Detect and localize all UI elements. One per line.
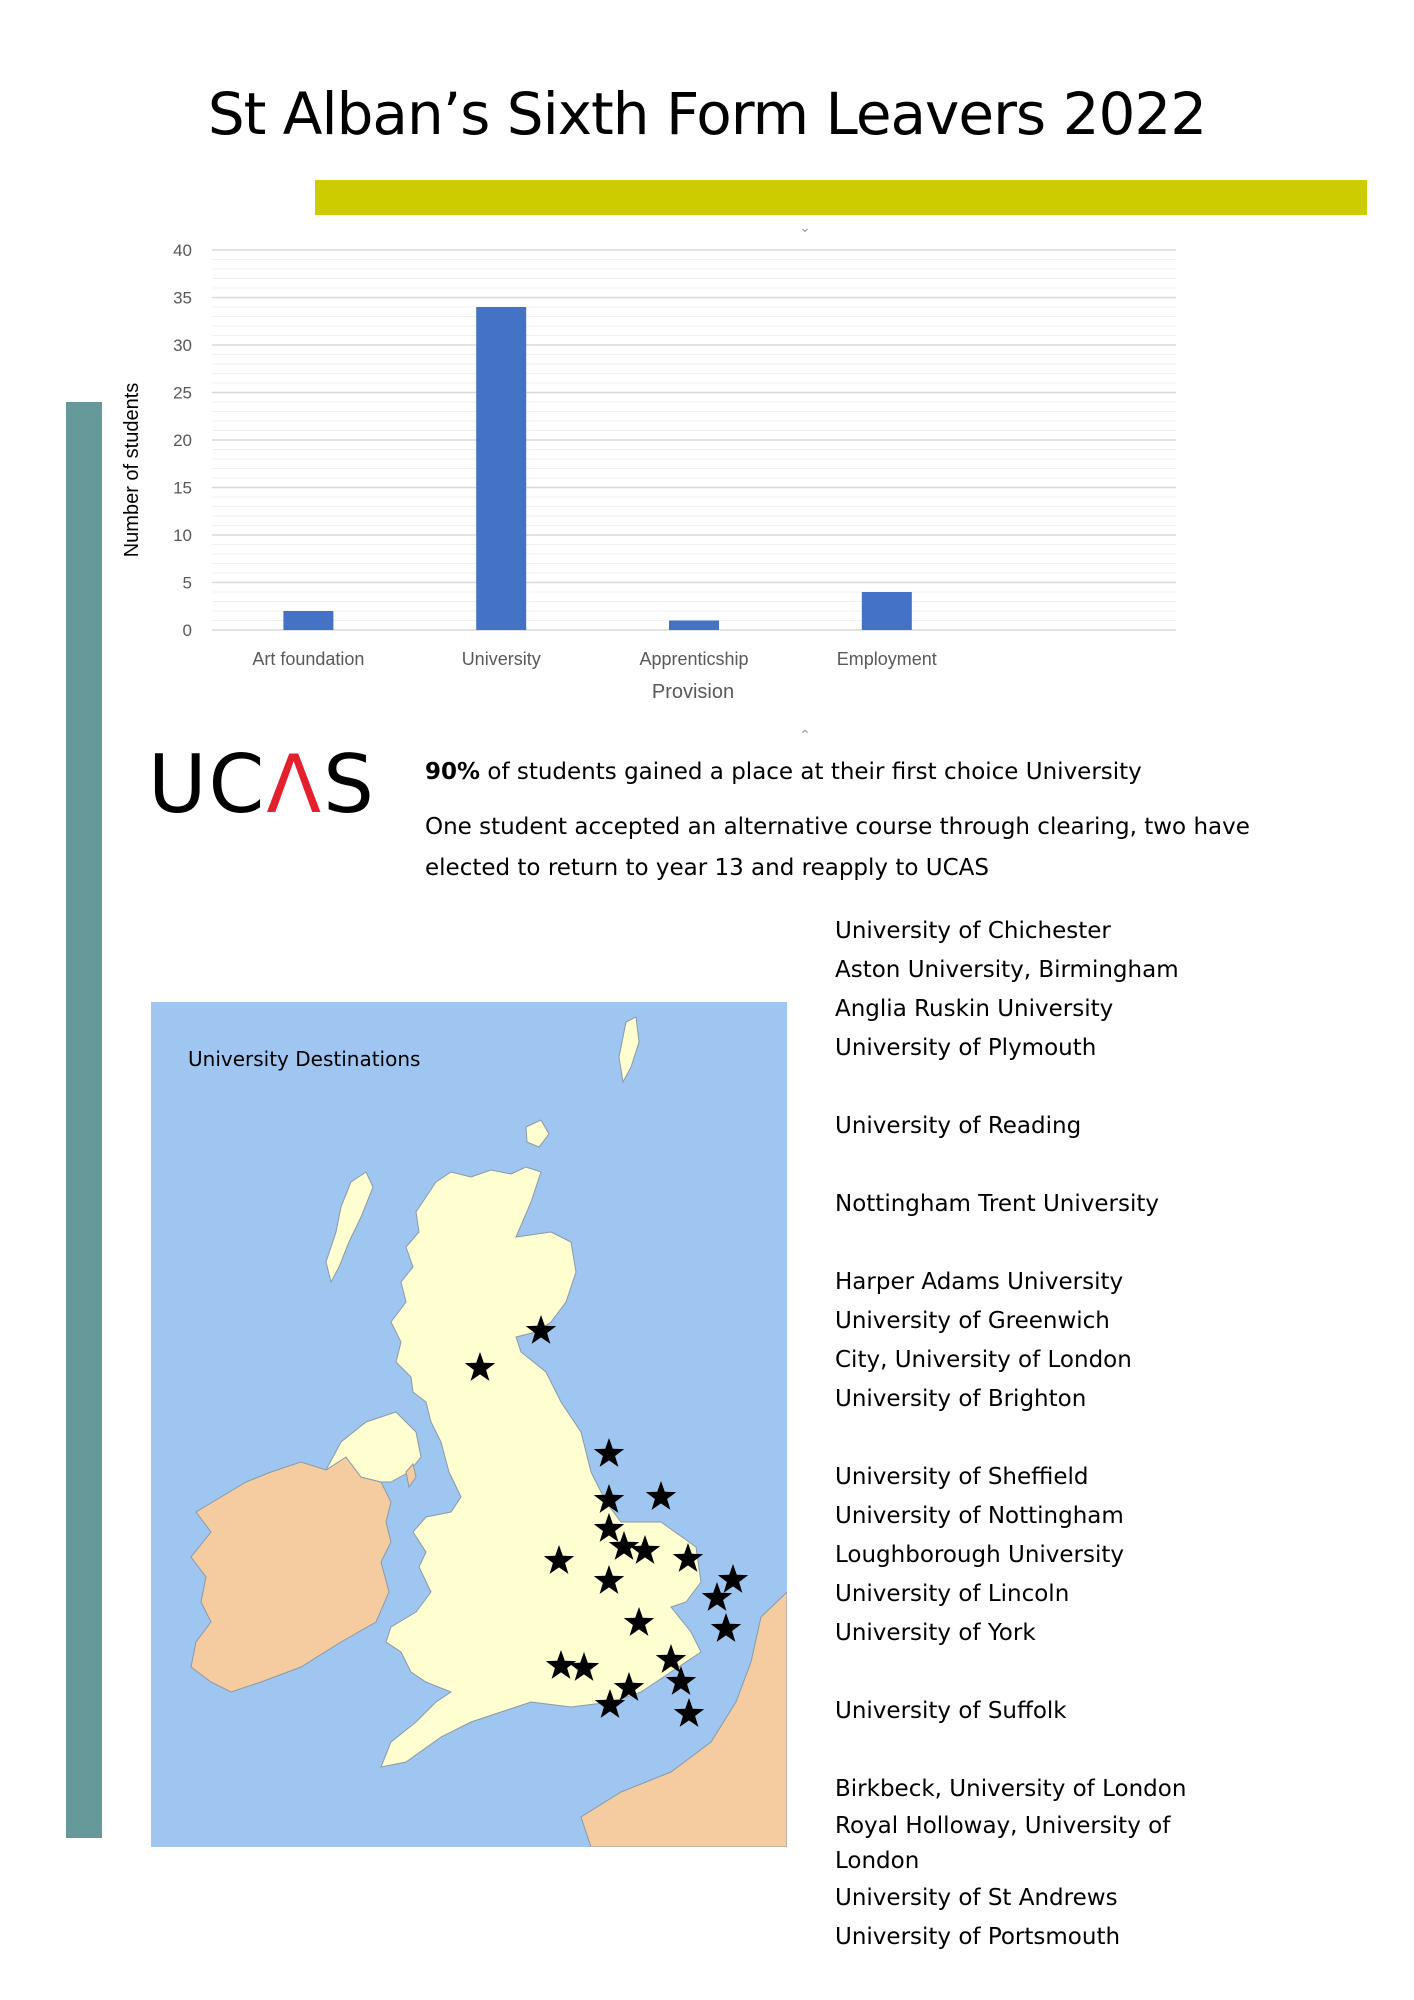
chevron-down-icon: ⌄ [799,219,811,235]
university-list-item: University of Reading [835,1113,1082,1139]
bar-university [476,307,526,630]
y-tick-label: 35 [173,288,192,308]
y-tick-label: 5 [182,573,192,593]
university-destinations-list [835,912,1215,1996]
university-list-item: Loughborough University [835,1542,1125,1568]
shetland-islands [619,1017,639,1082]
ucas-logo-right: S [323,738,376,831]
university-list-item: Anglia Ruskin University [835,996,1114,1022]
university-group [835,1770,1215,1957]
bar-art-foundation [283,611,333,630]
page-title: St Alban’s Sixth Form Leavers 2022 [207,80,1207,148]
clearing-note: One student accepted an alternative course through clearing, two have elected to return to year 13 and reapply to UCAS [425,814,1250,881]
stat-text: of students gained a place at their first choice University [480,759,1142,785]
university-group [835,1692,1215,1731]
university-list-item: University of Portsmouth [835,1924,1121,1950]
university-group [835,912,1215,1068]
star-icon [646,1481,676,1510]
university-list-item: Royal Holloway, University of London [835,1813,1171,1874]
provision-bar-chart [120,219,1210,743]
y-tick-label: 0 [182,621,192,640]
destinations-map [151,1002,787,1847]
university-group [835,1458,1215,1653]
star-icon [594,1438,624,1467]
x-tick-label: Apprenticship [639,649,749,669]
university-group [835,1185,1215,1224]
university-list-item: University of Sheffield [835,1464,1089,1490]
university-list-item: Harper Adams University [835,1269,1124,1295]
bar-apprenticship [669,621,719,631]
side-accent-bar [66,402,102,1838]
ireland-landmass [191,1457,391,1692]
university-list-item: University of Brighton [835,1386,1087,1412]
university-list-item: University of Plymouth [835,1035,1097,1061]
university-list-item: University of Nottingham [835,1503,1124,1529]
hebrides-islands [326,1172,373,1282]
y-tick-label: 30 [173,336,192,355]
x-axis-label: Provision [651,681,735,703]
first-choice-stat [425,752,1285,793]
university-list-item: University of St Andrews [835,1885,1118,1911]
y-tick-label: 25 [173,383,192,403]
y-tick-label: 20 [173,431,192,450]
stat-percent: 90% [425,759,481,785]
ucas-summary [425,752,1285,903]
x-tick-label: Employment [836,649,937,669]
y-tick-label: 15 [173,478,192,498]
great-britain-landmass [381,1167,701,1767]
bar-employment [862,592,912,630]
star-icon [718,1564,748,1593]
chart-canvas [120,220,1210,743]
chevron-up-icon: ⌃ [799,727,811,743]
university-list-item: University of Greenwich [835,1308,1110,1334]
university-list-item: University of Lincoln [835,1581,1070,1607]
university-list-item: Aston University, Birmingham [835,957,1179,983]
university-list-item: University of Suffolk [835,1698,1067,1724]
university-list-item: City, University of London [835,1347,1132,1373]
university-group [835,1107,1215,1146]
university-group [835,1263,1215,1419]
uk-map-graphic [151,1002,787,1847]
star-icon [711,1613,741,1642]
map-title: University Destinations [188,1047,421,1071]
ucas-logo-left: UC [148,738,267,831]
university-list-item: University of York [835,1620,1036,1646]
university-list-item: Birkbeck, University of London [835,1776,1187,1802]
university-list-item: University of Chichester [835,918,1111,944]
ucas-logo-lambda: Λ [266,738,324,831]
y-tick-label: 10 [173,526,192,545]
university-list-item: Nottingham Trent University [835,1191,1159,1217]
y-axis-label: Number of students [121,382,143,558]
x-tick-label: Art foundation [252,649,365,669]
y-tick-label: 40 [173,241,192,260]
x-tick-label: University [461,649,541,669]
star-icon [674,1698,704,1727]
orkney-islands [526,1120,549,1147]
ucas-logo [148,738,376,831]
accent-bar [315,180,1367,215]
